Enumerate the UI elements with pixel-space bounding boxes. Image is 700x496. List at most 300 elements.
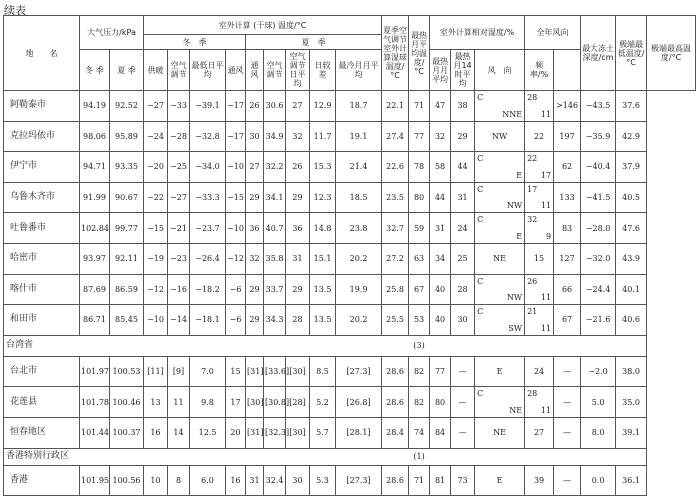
cell-location: 台北市 xyxy=(4,356,80,387)
header-rh-hottest: 最热月月平均 xyxy=(430,50,451,91)
cell-vw: −15 xyxy=(226,182,246,213)
cell-p-s: 95.89 xyxy=(110,121,144,152)
cell-rhh: 58 xyxy=(430,152,451,183)
cell-acd: 26 xyxy=(286,152,310,183)
header-wind-dir: 风 向 xyxy=(475,50,525,91)
cell-acs: 34.3 xyxy=(264,305,286,336)
calm-frequency-value: 26 xyxy=(527,276,538,286)
cell-rhh: 47 xyxy=(430,91,451,122)
cell-heat: −24 xyxy=(144,121,168,152)
cell-wind-frequency xyxy=(525,305,554,336)
cell-acs: 40.7 xyxy=(264,213,286,244)
table-row xyxy=(4,356,696,387)
cell-rh14: 24 xyxy=(451,213,475,244)
cell-acd: [28] xyxy=(286,387,310,418)
wind-frequency-value: 11 xyxy=(540,405,552,415)
cell-rhh: 80 xyxy=(430,387,451,418)
cell-minavg: −34.0 xyxy=(190,152,226,183)
cell-rhh: 44 xyxy=(430,182,451,213)
header-extreme-max: 极端最高温度/°C xyxy=(647,16,696,91)
cell-p-w: 86.71 xyxy=(80,305,110,336)
header-summer-wet: 夏季空气调节室外计算湿球温度/°C xyxy=(382,16,409,91)
cell-emax: 35.0 xyxy=(616,387,647,418)
cell-rh14: — xyxy=(451,417,475,448)
table-row xyxy=(4,91,696,122)
cell-acd: 32 xyxy=(286,121,310,152)
cell-p-w: 93.97 xyxy=(80,243,110,274)
cell-acd: 27 xyxy=(286,91,310,122)
cell-heat: −20 xyxy=(144,152,168,183)
cell-heat: −10 xyxy=(144,305,168,336)
cell-dr: 8.5 xyxy=(310,356,336,387)
cell-dr: 14.8 xyxy=(310,213,336,244)
wind-frequency-value: 15 xyxy=(533,254,545,264)
cell-wet: 20.2 xyxy=(336,243,382,274)
header-wind-group: 全年风向 xyxy=(525,16,581,50)
header-ventilation-winter: 通风 xyxy=(226,50,246,91)
cell-hot: 22.1 xyxy=(382,91,409,122)
cell-p-s: 100.46 xyxy=(110,387,144,418)
cell-rh14: 31 xyxy=(451,182,475,213)
cell-dr: 12.3 xyxy=(310,182,336,213)
cell-rhh: 40 xyxy=(430,274,451,305)
cell-wet: 21.4 xyxy=(336,152,382,183)
cell-wind-frequency xyxy=(525,152,554,183)
cell-emin: −40.4 xyxy=(581,152,616,183)
cell-wind-direction xyxy=(475,121,525,152)
table-body-taiwan xyxy=(4,335,696,356)
cell-vs: 31 xyxy=(246,465,264,496)
wind-frequency-value: 9 xyxy=(545,231,552,241)
cell-rhh: 32 xyxy=(430,121,451,152)
wind-frequency-value: 17 xyxy=(540,170,552,180)
cell-hot: 28.4 xyxy=(382,417,409,448)
wind-frequency-value: 11 xyxy=(540,109,552,119)
wind-frequency-value: 27 xyxy=(533,428,545,438)
cell-minavg: −32.8 xyxy=(190,121,226,152)
wind-calm-label: C xyxy=(477,307,484,317)
cell-wind-direction xyxy=(475,243,525,274)
cell-vs: 29 xyxy=(246,305,264,336)
cell-acw: −27 xyxy=(168,182,190,213)
wind-direction-value: NW xyxy=(491,131,508,141)
cell-emin: −28.0 xyxy=(581,213,616,244)
cell-vw: 16 xyxy=(226,465,246,496)
calm-frequency-value: 32 xyxy=(527,215,538,225)
cell-rhc: 71 xyxy=(409,465,430,496)
cell-heat: −22 xyxy=(144,182,168,213)
cell-frost: 67 xyxy=(554,305,581,336)
wind-direction-value: E xyxy=(496,475,503,485)
cell-heat: [11] xyxy=(144,356,168,387)
cell-vw: −6 xyxy=(226,305,246,336)
cell-emax: 47.6 xyxy=(616,213,647,244)
cell-vs: 29 xyxy=(246,182,264,213)
cell-rh14: 28 xyxy=(451,274,475,305)
cell-location: 喀什市 xyxy=(4,274,80,305)
cell-frost: 127 xyxy=(554,243,581,274)
cell-vw: −17 xyxy=(226,121,246,152)
cell-emax: 40.6 xyxy=(616,305,647,336)
cell-frost: 133 xyxy=(554,182,581,213)
cell-rhc: 71 xyxy=(409,91,430,122)
cell-rh14: 30 xyxy=(451,305,475,336)
cell-dr: 12.9 xyxy=(310,91,336,122)
cell-wind-frequency xyxy=(525,274,554,305)
header-daily-range: 日较差 xyxy=(310,50,336,91)
cell-p-s: 99.77 xyxy=(110,213,144,244)
cell-acw: −21 xyxy=(168,213,190,244)
cell-hot: 28.6 xyxy=(382,356,409,387)
header-air-cond-summer: 空气调节 xyxy=(264,50,286,91)
header-frost-depth: 最大冻土深度/cm xyxy=(581,16,616,91)
table-row xyxy=(4,182,696,213)
cell-heat: −15 xyxy=(144,213,168,244)
cell-acs: 32.2 xyxy=(264,152,286,183)
table-row xyxy=(4,121,696,152)
cell-wind-frequency xyxy=(525,243,554,274)
cell-rh14: — xyxy=(451,356,475,387)
cell-wet: 19.1 xyxy=(336,121,382,152)
cell-emax: 43.9 xyxy=(616,243,647,274)
cell-hot: 28.6 xyxy=(382,387,409,418)
cell-minavg: 9.8 xyxy=(190,387,226,418)
cell-rhc: 82 xyxy=(409,356,430,387)
cell-p-w: 101.44 xyxy=(80,417,110,448)
calm-frequency-value: 28 xyxy=(527,389,538,399)
cell-wind-direction xyxy=(475,152,525,183)
cell-emin: −24.4 xyxy=(581,274,616,305)
cell-emax: 40.5 xyxy=(616,182,647,213)
header-pressure: 大气压力/kPa xyxy=(80,16,144,50)
cell-emax: 36.1 xyxy=(616,465,647,496)
cell-wind-frequency xyxy=(525,182,554,213)
cell-p-s: 100.56 xyxy=(110,465,144,496)
cell-hot: 25.8 xyxy=(382,274,409,305)
cell-emin: −43.5 xyxy=(581,91,616,122)
cell-p-w: 91.99 xyxy=(80,182,110,213)
cell-acw: −33 xyxy=(168,91,190,122)
cell-emin: −41.5 xyxy=(581,182,616,213)
cell-location: 恒春地区 xyxy=(4,417,80,448)
cell-p-w: 102.84 xyxy=(80,213,110,244)
cell-location: 吐鲁番市 xyxy=(4,213,80,244)
cell-location: 香港 xyxy=(4,465,80,496)
wind-frequency-value: 11 xyxy=(540,201,552,211)
table-body-hk-rows xyxy=(4,465,696,496)
table-row xyxy=(4,465,696,496)
cell-wind-direction xyxy=(475,387,525,418)
cell-dr: 13.5 xyxy=(310,305,336,336)
wind-direction-value: NE xyxy=(509,405,523,415)
cell-wet: 19.9 xyxy=(336,274,382,305)
region-name-hk: 香港特别行政区 xyxy=(4,448,144,465)
header-heating: 供暖 xyxy=(144,50,168,91)
wind-calm-label: C xyxy=(477,276,484,286)
header-pressure-winter: 冬 季 xyxy=(80,50,110,91)
cell-vw: −17 xyxy=(226,91,246,122)
wind-direction-value: NW xyxy=(506,293,523,303)
cell-emin: −21.6 xyxy=(581,305,616,336)
cell-acs: [33.6] xyxy=(264,356,286,387)
cell-wind-frequency xyxy=(525,465,554,496)
cell-heat: −19 xyxy=(144,243,168,274)
cell-rhh: 84 xyxy=(430,417,451,448)
header-min-daily-avg: 最低日平均 xyxy=(190,50,226,91)
cell-p-s: 85.45 xyxy=(110,305,144,336)
header-air-cond-daily: 空气调节日平均 xyxy=(286,50,310,91)
cell-acw: −28 xyxy=(168,121,190,152)
cell-p-s: 93.35 xyxy=(110,152,144,183)
table-body-xinjiang xyxy=(4,91,696,336)
cell-wind-frequency xyxy=(525,356,554,387)
cell-acs: 34.9 xyxy=(264,121,286,152)
cell-emax: 39.1 xyxy=(616,417,647,448)
wind-frequency-value: 11 xyxy=(540,293,552,303)
cell-wind-direction xyxy=(475,182,525,213)
cell-emin: −2.0 xyxy=(581,356,616,387)
wind-calm-label: C xyxy=(477,215,484,225)
cell-acs: 30.6 xyxy=(264,91,286,122)
cell-rh14: 38 xyxy=(451,91,475,122)
cell-heat: 10 xyxy=(144,465,168,496)
header-outdoor-dry: 室外计算 (干球) 温度/°C xyxy=(144,16,382,35)
cell-p-w: 101.95 xyxy=(80,465,110,496)
cell-frost: — xyxy=(554,465,581,496)
wind-calm-label: C xyxy=(477,93,484,102)
cell-acs: [30.8] xyxy=(264,387,286,418)
cell-frost: 83 xyxy=(554,213,581,244)
cell-emax: 37.9 xyxy=(616,152,647,183)
cell-wind-direction xyxy=(475,91,525,122)
cell-dr: 5.2 xyxy=(310,387,336,418)
wind-frequency-value: 39 xyxy=(533,475,545,485)
cell-rhc: 77 xyxy=(409,121,430,152)
cell-rhc: 53 xyxy=(409,305,430,336)
wind-calm-label: C xyxy=(477,389,484,399)
cell-vs: [31] xyxy=(246,356,264,387)
cell-wet: [27.3] xyxy=(336,356,382,387)
header-rh-group: 室外计算相对湿度/% xyxy=(430,16,525,50)
wind-frequency-value: 24 xyxy=(533,367,545,377)
cell-p-s: 100.37 xyxy=(110,417,144,448)
cell-acs: [32.3] xyxy=(264,417,286,448)
cell-rhh: 31 xyxy=(430,213,451,244)
cell-dr: 5.3 xyxy=(310,465,336,496)
cell-emin: −35.9 xyxy=(581,121,616,152)
table-row xyxy=(4,305,696,336)
cell-dr: 5.7 xyxy=(310,417,336,448)
cell-rh14: 73 xyxy=(451,465,475,496)
cell-acw: −25 xyxy=(168,152,190,183)
cell-acw: 14 xyxy=(168,417,190,448)
cell-wet: [27.3] xyxy=(336,465,382,496)
cell-rh14: 44 xyxy=(451,152,475,183)
cell-rhh: 77 xyxy=(430,356,451,387)
cell-vs: 27 xyxy=(246,152,264,183)
cell-hot: 27.4 xyxy=(382,121,409,152)
cell-acd: [30] xyxy=(286,417,310,448)
cell-frost: 66 xyxy=(554,274,581,305)
cell-vw: 15 xyxy=(226,356,246,387)
cell-acw: [9] xyxy=(168,356,190,387)
header-winter-sub: 冬 季 xyxy=(144,35,246,50)
cell-vw: −10 xyxy=(226,152,246,183)
cell-acd: 30 xyxy=(286,465,310,496)
cell-wind-frequency xyxy=(525,91,554,122)
cell-hot: 25.5 xyxy=(382,305,409,336)
cell-acd: 29 xyxy=(286,182,310,213)
cell-minavg: 12.5 xyxy=(190,417,226,448)
table-body-hk xyxy=(4,448,696,465)
cell-emax: 42.9 xyxy=(616,121,647,152)
cell-frost: 62 xyxy=(554,152,581,183)
cell-location: 和田市 xyxy=(4,305,80,336)
cell-wind-direction xyxy=(475,213,525,244)
cell-vs: 30 xyxy=(246,121,264,152)
cell-hot: 28.6 xyxy=(382,465,409,496)
cell-vs: 32 xyxy=(246,243,264,274)
cell-minavg: −33.3 xyxy=(190,182,226,213)
cell-acw: −16 xyxy=(168,274,190,305)
wind-direction-value: E xyxy=(496,367,503,377)
wind-direction-value: SW xyxy=(508,323,523,333)
table-row xyxy=(4,243,696,274)
cell-heat: −12 xyxy=(144,274,168,305)
cell-location: 伊宁市 xyxy=(4,152,80,183)
cell-p-w: 87.69 xyxy=(80,274,110,305)
cell-vs: [31] xyxy=(246,417,264,448)
cell-wind-frequency xyxy=(525,387,554,418)
cell-location: 阿勒泰市 xyxy=(4,91,80,122)
cell-wet: [28.1] xyxy=(336,417,382,448)
table-row xyxy=(4,387,696,418)
table-row xyxy=(4,274,696,305)
cell-acd: 31 xyxy=(286,243,310,274)
region-note-taiwan: (3) xyxy=(409,335,430,356)
cell-rhc: 67 xyxy=(409,274,430,305)
header-ventilation-summer: 通风 xyxy=(246,50,264,91)
cell-acw: 8 xyxy=(168,465,190,496)
table-row xyxy=(4,417,696,448)
cell-dr: 15.3 xyxy=(310,152,336,183)
header-pressure-summer: 夏 季 xyxy=(110,50,144,91)
cell-vw: 17 xyxy=(226,387,246,418)
wind-calm-label: C xyxy=(477,154,484,164)
wind-direction-value: NW xyxy=(506,201,523,211)
table-row xyxy=(4,152,696,183)
cell-rhh: 81 xyxy=(430,465,451,496)
cell-rh14: 29 xyxy=(451,121,475,152)
table-row xyxy=(4,213,696,244)
wind-direction-value: NE xyxy=(493,254,506,264)
cell-rhc: 59 xyxy=(409,213,430,244)
continued-label: 续表 xyxy=(4,4,26,17)
cell-acs: 33.7 xyxy=(264,274,286,305)
header-wind-freq: 频率/% xyxy=(525,50,554,91)
cell-p-w: 101.97 xyxy=(80,356,110,387)
cell-frost: 197 xyxy=(554,121,581,152)
cell-p-s: 86.59 xyxy=(110,274,144,305)
header-summer-sub: 夏 季 xyxy=(246,35,382,50)
cell-wind-direction xyxy=(475,274,525,305)
cell-wind-direction xyxy=(475,305,525,336)
cell-acd: [30] xyxy=(286,356,310,387)
cell-acs: 34.1 xyxy=(264,182,286,213)
cell-frost: — xyxy=(554,387,581,418)
cell-wind-frequency xyxy=(525,213,554,244)
cell-acd: 36 xyxy=(286,213,310,244)
cell-emax: 40.1 xyxy=(616,274,647,305)
cell-wet: [26.8] xyxy=(336,387,382,418)
cell-wet: 20.2 xyxy=(336,305,382,336)
cell-p-w: 94.19 xyxy=(80,91,110,122)
cell-acd: 28 xyxy=(286,305,310,336)
cell-wind-frequency xyxy=(525,121,554,152)
cell-rhc: 63 xyxy=(409,243,430,274)
cell-p-s: 92.52 xyxy=(110,91,144,122)
cell-location: 乌鲁木齐市 xyxy=(4,182,80,213)
cell-hot: 22.6 xyxy=(382,152,409,183)
cell-heat: 13 xyxy=(144,387,168,418)
cell-minavg: 6.0 xyxy=(190,465,226,496)
calm-frequency-value: 17 xyxy=(527,184,538,194)
climate-table xyxy=(3,15,696,496)
region-name-taiwan: 台湾省 xyxy=(4,335,80,356)
cell-acw: 11 xyxy=(168,387,190,418)
header-rh-hottest-14: 最热月14时平均 xyxy=(451,50,475,91)
wind-direction-value: NE xyxy=(493,428,506,438)
cell-hot: 32.7 xyxy=(382,213,409,244)
cell-acs: 32.4 xyxy=(264,465,286,496)
cell-dr: 11.7 xyxy=(310,121,336,152)
wind-frequency-value: 22 xyxy=(533,131,545,141)
cell-location: 哈密市 xyxy=(4,243,80,274)
calm-frequency-value: 28 xyxy=(527,93,538,102)
cell-p-w: 98.06 xyxy=(80,121,110,152)
cell-hot: 27.2 xyxy=(382,243,409,274)
cell-rhc: 74 xyxy=(409,417,430,448)
cell-emin: 0.0 xyxy=(581,465,616,496)
cell-wind-direction xyxy=(475,465,525,496)
cell-dr: 15.1 xyxy=(310,243,336,274)
cell-vw: −6 xyxy=(226,274,246,305)
header-hottest-month-avg: 最热月平均温度/°C xyxy=(409,16,430,91)
cell-wet: 18.7 xyxy=(336,91,382,122)
cell-minavg: −26.4 xyxy=(190,243,226,274)
cell-dr: 13.5 xyxy=(310,274,336,305)
cell-frost: >146 xyxy=(554,91,581,122)
calm-frequency-value: 21 xyxy=(527,307,538,317)
cell-p-s: 92.11 xyxy=(110,243,144,274)
calm-frequency-value: 22 xyxy=(527,154,538,164)
cell-acw: −14 xyxy=(168,305,190,336)
cell-location: 花莲县 xyxy=(4,387,80,418)
cell-emax: 38.0 xyxy=(616,356,647,387)
cell-minavg: 7.0 xyxy=(190,356,226,387)
cell-hot: 23.5 xyxy=(382,182,409,213)
cell-rh14: — xyxy=(451,387,475,418)
header-location: 地 名 xyxy=(4,16,80,91)
cell-minavg: −39.1 xyxy=(190,91,226,122)
cell-emax: 37.6 xyxy=(616,91,647,122)
cell-vw: 20 xyxy=(226,417,246,448)
cell-emin: 8.0 xyxy=(581,417,616,448)
cell-wet: 18.5 xyxy=(336,182,382,213)
cell-vw: −10 xyxy=(226,213,246,244)
cell-rhc: 80 xyxy=(409,182,430,213)
cell-minavg: −18.2 xyxy=(190,274,226,305)
